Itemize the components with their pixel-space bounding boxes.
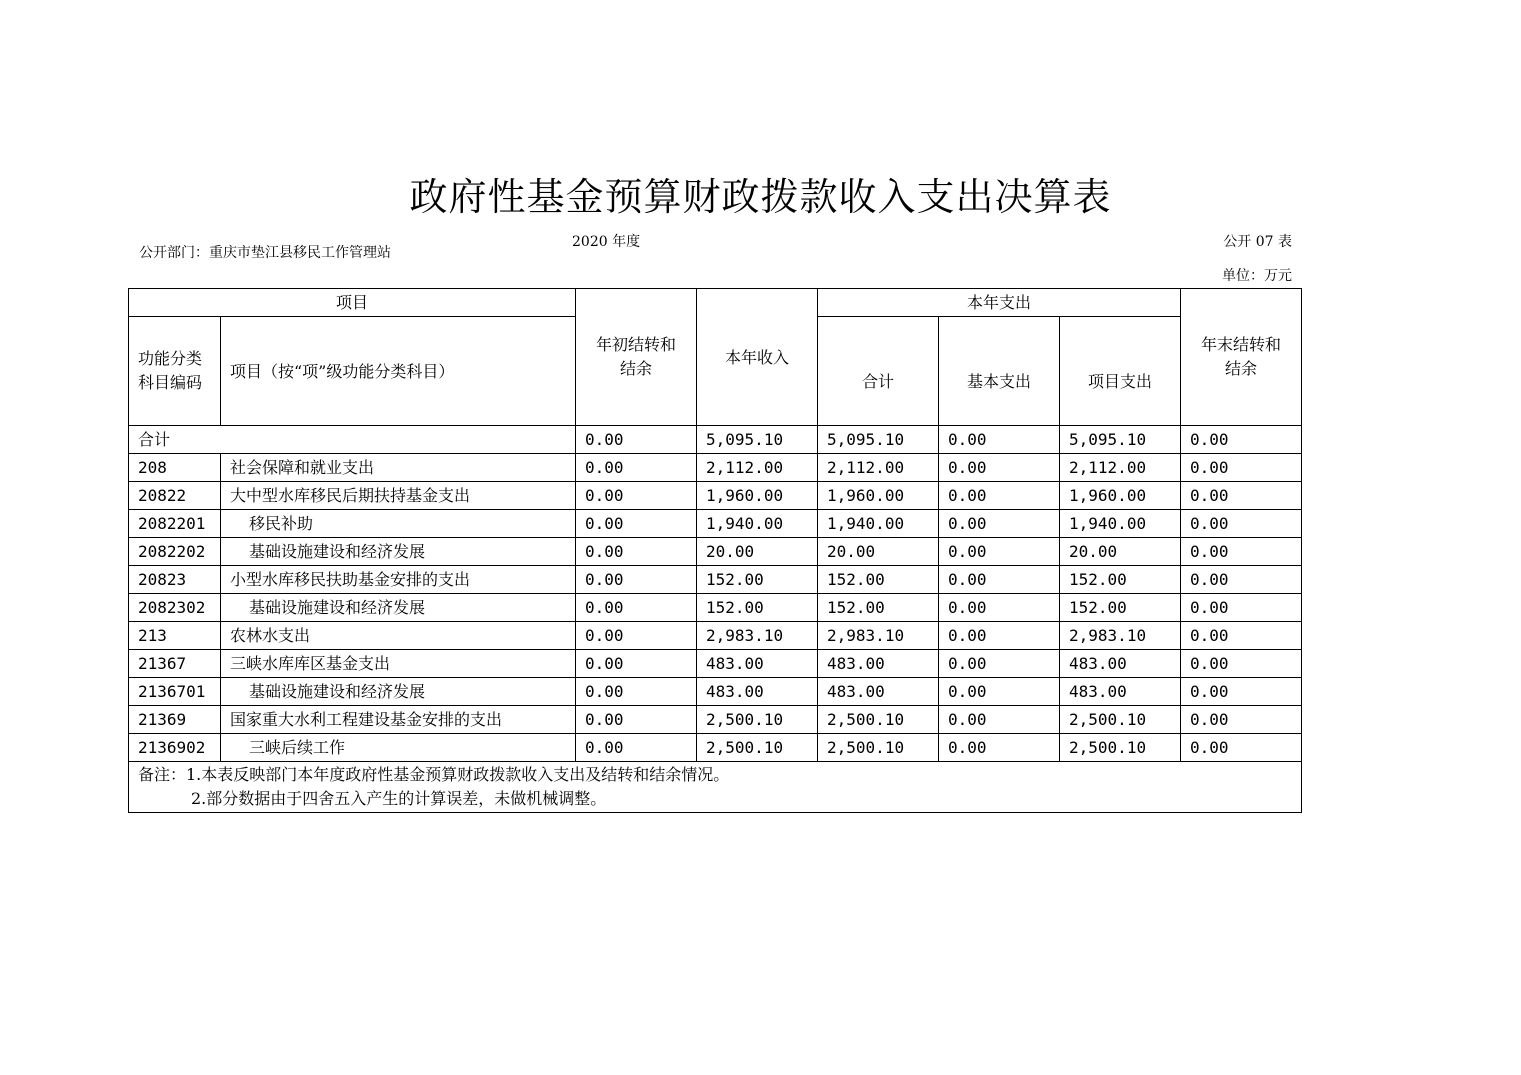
department-label: 公开部门：重庆市垫江县移民工作管理站 [139,245,391,261]
header-item-name: 项目（按“项”级功能分类科目） [221,317,576,426]
row-end: 0.00 [1181,594,1302,622]
row-basic: 0.00 [939,678,1060,706]
row-begin: 0.00 [576,566,697,594]
row-code: 2136701 [129,678,221,706]
row-end: 0.00 [1181,706,1302,734]
budget-table [128,288,1302,813]
header-begin-balance: 年初结转和结余 [576,289,697,426]
row-income: 2,983.10 [697,622,818,650]
form-number: 公开 07 表 [1223,234,1292,250]
row-name: 农林水支出 [221,622,576,650]
row-end: 0.00 [1181,650,1302,678]
row-basic: 0.00 [939,566,1060,594]
header-end-balance: 年末结转和结余 [1181,289,1302,426]
row-basic: 0.00 [939,650,1060,678]
row-income: 152.00 [697,566,818,594]
total-label: 合计 [129,426,576,454]
header-total: 合计 [818,317,939,426]
row-begin: 0.00 [576,734,697,762]
row-income: 483.00 [697,678,818,706]
row-project: 2,983.10 [1060,622,1181,650]
row-basic: 0.00 [939,706,1060,734]
row-code: 2136902 [129,734,221,762]
page-title: 政府性基金预算财政拨款收入支出决算表 [409,175,1112,219]
total-basic: 0.00 [939,426,1060,454]
row-basic: 0.00 [939,510,1060,538]
row-total: 2,983.10 [818,622,939,650]
row-name: 基础设施建设和经济发展 [221,678,576,706]
row-income: 20.00 [697,538,818,566]
header-item: 项目 [129,289,576,317]
note-line-2: 2.部分数据由于四舍五入产生的计算误差，未做机械调整。 [191,789,607,808]
row-code: 213 [129,622,221,650]
total-total: 5,095.10 [818,426,939,454]
row-project: 1,960.00 [1060,482,1181,510]
row-project: 2,500.10 [1060,734,1181,762]
row-name: 国家重大水利工程建设基金安排的支出 [221,706,576,734]
row-total: 1,940.00 [818,510,939,538]
row-total: 2,500.10 [818,734,939,762]
row-total: 483.00 [818,650,939,678]
row-basic: 0.00 [939,622,1060,650]
note-line-1: 备注：1.本表反映部门本年度政府性基金预算财政拨款收入支出及结转和结余情况。 [138,765,730,784]
row-basic: 0.00 [939,454,1060,482]
row-income: 2,112.00 [697,454,818,482]
total-project: 5,095.10 [1060,426,1181,454]
table-row [129,538,1302,566]
row-begin: 0.00 [576,594,697,622]
row-code: 21369 [129,706,221,734]
row-project: 1,940.00 [1060,510,1181,538]
row-name: 三峡后续工作 [221,734,576,762]
header-current-expense: 本年支出 [818,289,1181,317]
table-row [129,706,1302,734]
notes-row [129,762,1302,813]
row-project: 152.00 [1060,566,1181,594]
row-name: 基础设施建设和经济发展 [221,594,576,622]
row-end: 0.00 [1181,678,1302,706]
header-basic: 基本支出 [939,317,1060,426]
table-row [129,678,1302,706]
row-basic: 0.00 [939,538,1060,566]
row-basic: 0.00 [939,482,1060,510]
header-project: 项目支出 [1060,317,1181,426]
row-code: 208 [129,454,221,482]
table-row [129,482,1302,510]
row-income: 152.00 [697,594,818,622]
row-code: 2082202 [129,538,221,566]
row-code: 20823 [129,566,221,594]
row-income: 1,960.00 [697,482,818,510]
row-total: 152.00 [818,566,939,594]
fiscal-year: 2020 年度 [572,234,641,250]
row-project: 20.00 [1060,538,1181,566]
row-begin: 0.00 [576,706,697,734]
row-project: 2,500.10 [1060,706,1181,734]
row-total: 2,500.10 [818,706,939,734]
header-code: 功能分类科目编码 [129,317,221,426]
row-income: 2,500.10 [697,706,818,734]
row-name: 社会保障和就业支出 [221,454,576,482]
row-total: 152.00 [818,594,939,622]
row-end: 0.00 [1181,734,1302,762]
header-income: 本年收入 [697,289,818,426]
total-end: 0.00 [1181,426,1302,454]
row-total: 2,112.00 [818,454,939,482]
table-row [129,510,1302,538]
row-income: 2,500.10 [697,734,818,762]
table-row [129,454,1302,482]
unit-label: 单位：万元 [1222,268,1292,284]
row-name: 小型水库移民扶助基金安排的支出 [221,566,576,594]
row-basic: 0.00 [939,734,1060,762]
table-row [129,594,1302,622]
row-begin: 0.00 [576,454,697,482]
row-code: 20822 [129,482,221,510]
row-end: 0.00 [1181,538,1302,566]
row-project: 483.00 [1060,678,1181,706]
row-end: 0.00 [1181,482,1302,510]
notes [129,762,1302,813]
row-end: 0.00 [1181,566,1302,594]
table-row [129,734,1302,762]
row-code: 2082201 [129,510,221,538]
table-row [129,622,1302,650]
row-total: 483.00 [818,678,939,706]
row-name: 基础设施建设和经济发展 [221,538,576,566]
row-begin: 0.00 [576,538,697,566]
row-project: 2,112.00 [1060,454,1181,482]
total-begin: 0.00 [576,426,697,454]
total-row [129,426,1302,454]
row-end: 0.00 [1181,622,1302,650]
row-begin: 0.00 [576,482,697,510]
row-begin: 0.00 [576,650,697,678]
total-income: 5,095.10 [697,426,818,454]
row-begin: 0.00 [576,622,697,650]
row-basic: 0.00 [939,594,1060,622]
row-code: 2082302 [129,594,221,622]
row-total: 20.00 [818,538,939,566]
row-total: 1,960.00 [818,482,939,510]
row-name: 三峡水库库区基金支出 [221,650,576,678]
row-name: 大中型水库移民后期扶持基金支出 [221,482,576,510]
row-end: 0.00 [1181,454,1302,482]
row-begin: 0.00 [576,678,697,706]
row-code: 21367 [129,650,221,678]
row-end: 0.00 [1181,510,1302,538]
row-income: 1,940.00 [697,510,818,538]
row-name: 移民补助 [221,510,576,538]
table-row [129,566,1302,594]
table-row [129,650,1302,678]
row-income: 483.00 [697,650,818,678]
row-project: 483.00 [1060,650,1181,678]
row-begin: 0.00 [576,510,697,538]
row-project: 152.00 [1060,594,1181,622]
